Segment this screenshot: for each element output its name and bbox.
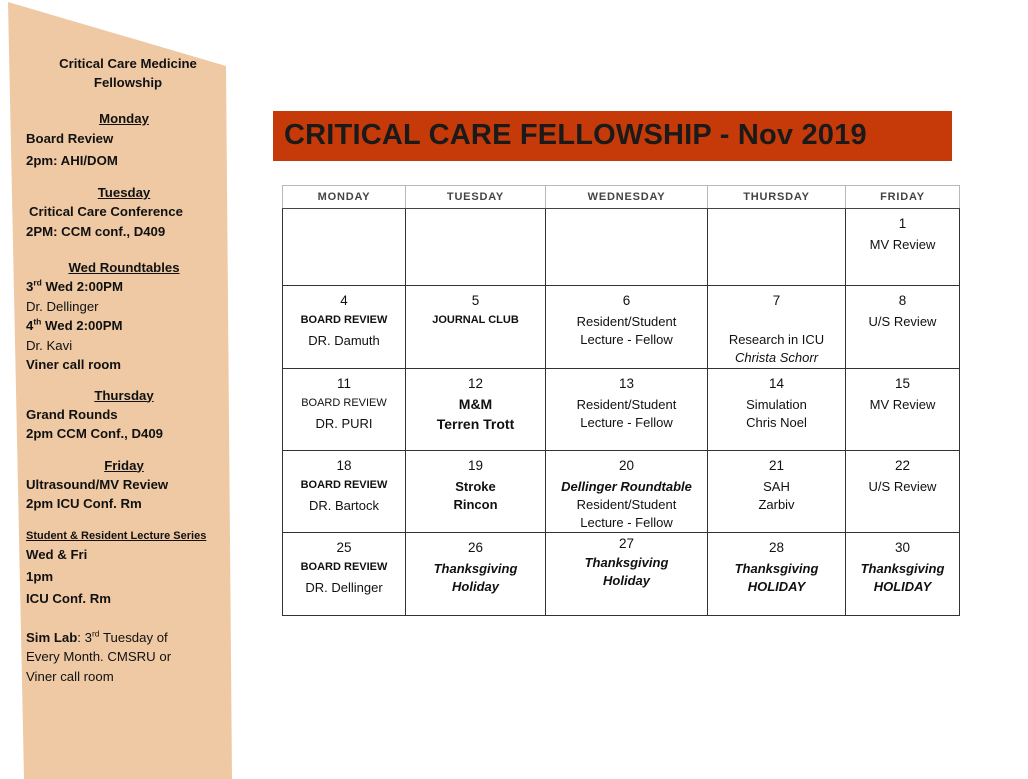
- monday-line: Board Review: [26, 131, 114, 146]
- event-text: Lecture - Fellow: [580, 332, 673, 347]
- event-text: Christa Schorr: [734, 350, 819, 365]
- tuesday-heading: Tuesday: [97, 185, 151, 200]
- day-number: 11: [336, 376, 351, 391]
- event-text: M&M: [458, 396, 493, 412]
- day-cell-empty: [406, 209, 546, 286]
- event-text: Chris Noel: [746, 415, 807, 430]
- event-text: SAH: [763, 479, 790, 494]
- day-number: 12: [467, 376, 484, 391]
- day-number: 4: [340, 293, 348, 308]
- thursday-line: 2pm CCM Conf., D409: [26, 426, 164, 441]
- monday-line: 2pm: AHI/DOM: [26, 153, 118, 168]
- header-wednesday: WEDNESDAY: [546, 186, 708, 209]
- lecture-line: Wed & Fri: [26, 546, 88, 562]
- event-text: U/S Review: [868, 314, 937, 329]
- day-cell: [846, 451, 960, 533]
- event-text: Resident/Student: [576, 397, 677, 412]
- wed-third-person: Dr. Dellinger: [26, 298, 99, 314]
- week-row: [283, 286, 960, 369]
- wed-third: 3rd Wed 2:00PM: [26, 277, 123, 294]
- lecture-line: 1pm: [26, 568, 54, 584]
- day-cell: [283, 533, 406, 616]
- day-cell: [846, 209, 960, 286]
- day-number: 18: [336, 458, 352, 473]
- friday-line: 2pm ICU Conf. Rm: [26, 496, 142, 511]
- day-cell: [846, 369, 960, 451]
- header-monday: MONDAY: [283, 186, 406, 209]
- simlab-line: Every Month. CMSRU or: [26, 649, 172, 664]
- week-row: [283, 209, 960, 286]
- event-text: Thanksgiving: [584, 555, 669, 570]
- thursday-line: Grand Rounds: [26, 406, 118, 422]
- event-text: Terren Trott: [436, 416, 515, 432]
- title-banner: [273, 111, 952, 161]
- lecture-series-heading: Student & Resident Lecture Series: [26, 529, 207, 542]
- day-number: 26: [467, 540, 484, 555]
- sidebar-title: Critical Care Medicine Fellowship: [59, 56, 197, 90]
- event-text: U/S Review: [868, 479, 937, 494]
- calendar-header-row: [283, 186, 960, 209]
- day-number: 21: [768, 458, 785, 473]
- wed-fourth-person: Dr. Kavi: [26, 337, 73, 353]
- event-text: Thanksgiving: [433, 561, 518, 576]
- day-cell: [546, 533, 708, 616]
- simlab-line: Sim Lab: 3rd Tuesday of: [26, 628, 168, 645]
- day-cell: [846, 286, 960, 369]
- day-number: 30: [894, 540, 911, 555]
- event-text: DR. Bartock: [308, 498, 380, 513]
- header-thursday: THURSDAY: [708, 186, 846, 209]
- day-cell: [546, 451, 708, 533]
- day-number: 20: [618, 458, 635, 473]
- event-text: HOLIDAY: [747, 579, 806, 594]
- day-cell: [708, 369, 846, 451]
- event-text: BOARD REVIEW: [301, 397, 387, 409]
- day-cell: [283, 286, 406, 369]
- day-cell-empty: [546, 209, 708, 286]
- event-text: Stroke: [455, 479, 496, 494]
- event-text: Resident/Student: [576, 314, 677, 329]
- tuesday-line: Critical Care Conference: [29, 204, 183, 219]
- friday-heading: Friday: [104, 457, 144, 473]
- day-number: 14: [768, 376, 785, 391]
- event-text: BOARD REVIEW: [300, 561, 388, 573]
- event-text: Dellinger Roundtable: [561, 479, 692, 494]
- monday-heading: Monday: [99, 111, 149, 126]
- lecture-line: ICU Conf. Rm: [26, 590, 111, 606]
- event-text: BOARD REVIEW: [300, 479, 388, 491]
- day-number: 8: [898, 293, 907, 308]
- day-number: 28: [768, 540, 785, 555]
- day-number: 13: [618, 376, 635, 391]
- day-cell: [406, 369, 546, 451]
- event-text: Zarbiv: [758, 497, 795, 512]
- event-text: Research in ICU: [728, 332, 825, 347]
- thursday-heading: Thursday: [94, 387, 154, 403]
- day-number: 19: [467, 458, 484, 473]
- calendar-table: [282, 185, 960, 616]
- event-text: DR. Damuth: [308, 333, 380, 348]
- tuesday-line: 2PM: CCM conf., D409: [26, 223, 166, 239]
- friday-line: Ultrasound/MV Review: [26, 476, 169, 492]
- event-text: MV Review: [869, 397, 936, 412]
- week-row: [283, 533, 960, 616]
- day-cell: [846, 533, 960, 616]
- event-text: Simulation: [746, 397, 807, 412]
- day-cell: [406, 451, 546, 533]
- wed-fourth: 4th Wed 2:00PM: [26, 316, 123, 333]
- week-row: [283, 369, 960, 451]
- day-number: 27: [618, 536, 635, 551]
- wed-location: Viner call room: [26, 357, 122, 372]
- day-cell-empty: [283, 209, 406, 286]
- event-text: DR. Dellinger: [305, 580, 383, 595]
- event-text: Lecture - Fellow: [580, 415, 673, 430]
- day-cell: [283, 369, 406, 451]
- day-cell: [708, 286, 846, 369]
- event-text: BOARD REVIEW: [300, 314, 388, 326]
- day-cell-empty: [708, 209, 846, 286]
- day-cell: [283, 451, 406, 533]
- wed-heading: Wed Roundtables: [68, 260, 180, 275]
- event-text: Rincon: [453, 497, 498, 512]
- day-cell: [708, 451, 846, 533]
- page-title: CRITICAL CARE FELLOWSHIP - Nov 2019: [284, 119, 867, 151]
- header-tuesday: TUESDAY: [406, 186, 546, 209]
- event-text: Thanksgiving: [860, 561, 945, 576]
- event-text: Lecture - Fellow: [580, 515, 673, 530]
- day-number: 5: [471, 293, 480, 308]
- day-number: 22: [894, 458, 911, 473]
- event-text: DR. PURI: [315, 416, 373, 431]
- event-text: Thanksgiving: [734, 561, 819, 576]
- day-number: 6: [622, 293, 631, 308]
- day-cell: [406, 286, 546, 369]
- day-cell: [546, 369, 708, 451]
- day-number: 25: [336, 540, 352, 555]
- event-text: Holiday: [603, 573, 650, 588]
- day-number: 15: [894, 376, 911, 391]
- header-friday: FRIDAY: [846, 186, 960, 209]
- week-row: [283, 451, 960, 533]
- event-text: Holiday: [452, 579, 499, 594]
- event-text: JOURNAL CLUB: [432, 314, 519, 326]
- day-cell: [546, 286, 708, 369]
- day-cell: [708, 533, 846, 616]
- event-text: Resident/Student: [576, 497, 677, 512]
- event-text: MV Review: [869, 237, 936, 252]
- event-text: HOLIDAY: [873, 579, 932, 594]
- day-number: 1: [898, 216, 907, 231]
- day-number: 7: [772, 293, 781, 308]
- sidebar: [26, 54, 222, 686]
- simlab-line: Viner call room: [26, 668, 114, 684]
- day-cell: [406, 533, 546, 616]
